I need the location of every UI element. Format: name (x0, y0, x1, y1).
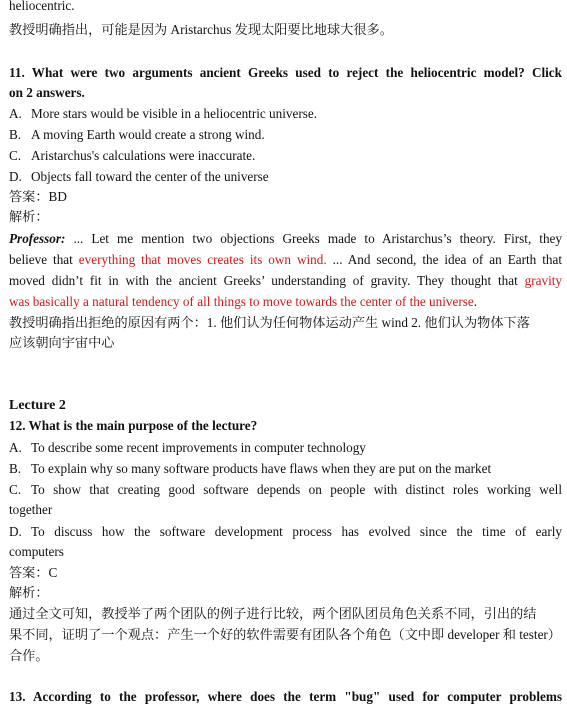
q11-option-c (9, 148, 562, 164)
professor-text: . (473, 294, 478, 309)
q12-chinese-line-2: 果不同，证明了一个观点：产生一个好的软件需要有团队各个角色（文中即 developer 和 tester） (9, 627, 561, 642)
professor-label: Professor: (9, 231, 66, 246)
q12-chinese-line-1: 通过全文可知，教授举了两个团队的例子进行比较，两个团队团员角色关系不同，引出的结 (9, 606, 537, 621)
q12-analysis-label: 解析： (9, 585, 49, 600)
question-11-line1: 11. What were two arguments ancient Greeks used to reject the heliocentric model? Click (9, 65, 562, 80)
professor-text: ... And second, the idea of an Earth that (326, 252, 562, 267)
professor-line-1 (9, 231, 562, 247)
highlighted-text: everything that moves creates its own wind. (78, 252, 327, 267)
option-letter: D. (9, 524, 22, 539)
professor-line-4 (9, 294, 562, 310)
professor-text: moved didn’t fit in with the ancient Greeks’ understanding of gravity. They thought that (9, 273, 525, 288)
option-text: To discuss how the software development process has evolved since the time of early (31, 524, 562, 539)
q12-option-b (9, 461, 562, 477)
option-text: Aristarchus's calculations were inaccurate. (31, 148, 256, 163)
q12-option-d-continued: computers (9, 544, 64, 559)
option-text: A moving Earth would create a strong wind. (31, 127, 265, 142)
q11-option-d (9, 169, 562, 185)
q12-chinese-line-3: 合作。 (9, 648, 49, 663)
professor-line-2 (9, 252, 562, 268)
q11-option-a (9, 106, 562, 122)
option-letter: B. (9, 461, 22, 476)
question-11-line2: on 2 answers. (9, 85, 85, 100)
option-text: Objects fall toward the center of the universe (31, 169, 269, 184)
q11-chinese-line-2: 应该朝向宇宙中心 (9, 335, 115, 350)
option-letter: A. (9, 106, 22, 121)
q12-option-a (9, 440, 562, 456)
option-text: More stars would be visible in a heliocentric universe. (31, 106, 318, 121)
professor-text: ... Let me mention two objections Greeks made to Aristarchus’s theory. First, they (65, 231, 562, 246)
question-12: 12. What is the main purpose of the lecture? (9, 418, 258, 433)
text-fragment: heliocentric. (9, 0, 75, 13)
chinese-explanation: 教授明确指出，可能是因为 Aristarchus 发现太阳要比地球大很多。 (9, 22, 393, 37)
q12-answer: 答案：C (9, 565, 58, 580)
option-letter: C. (9, 482, 22, 497)
option-letter: A. (9, 440, 22, 455)
professor-text: believe that (9, 252, 79, 267)
highlighted-text: was basically a natural tendency of all things to move towards the center of the universe (9, 294, 474, 309)
q12-option-c-continued: together (9, 502, 53, 517)
option-letter: C. (9, 148, 22, 163)
option-letter: D. (9, 169, 22, 184)
option-text: To show that creating good software depends on people with distinct roles working well (31, 482, 562, 497)
q11-answer: 答案：BD (9, 189, 67, 204)
q11-option-b (9, 127, 562, 143)
q12-option-d (9, 524, 562, 540)
option-text: To explain why so many software products have flaws when they are put on the market (31, 461, 492, 476)
q11-analysis-label: 解析： (9, 209, 49, 224)
q11-chinese-line-1: 教授明确指出拒绝的原因有两个：1. 他们认为任何物体运动产生 wind 2. 他们认为物体下落 (9, 315, 530, 330)
professor-line-3 (9, 273, 562, 289)
lecture-title: Lecture 2 (9, 398, 66, 413)
question-13: 13. According to the professor, where does the term "bug" used for computer problems (9, 689, 562, 704)
option-letter: B. (9, 127, 22, 142)
option-text: To describe some recent improvements in computer technology (31, 440, 366, 455)
q12-option-c (9, 482, 562, 498)
highlighted-text: gravity (524, 273, 562, 288)
